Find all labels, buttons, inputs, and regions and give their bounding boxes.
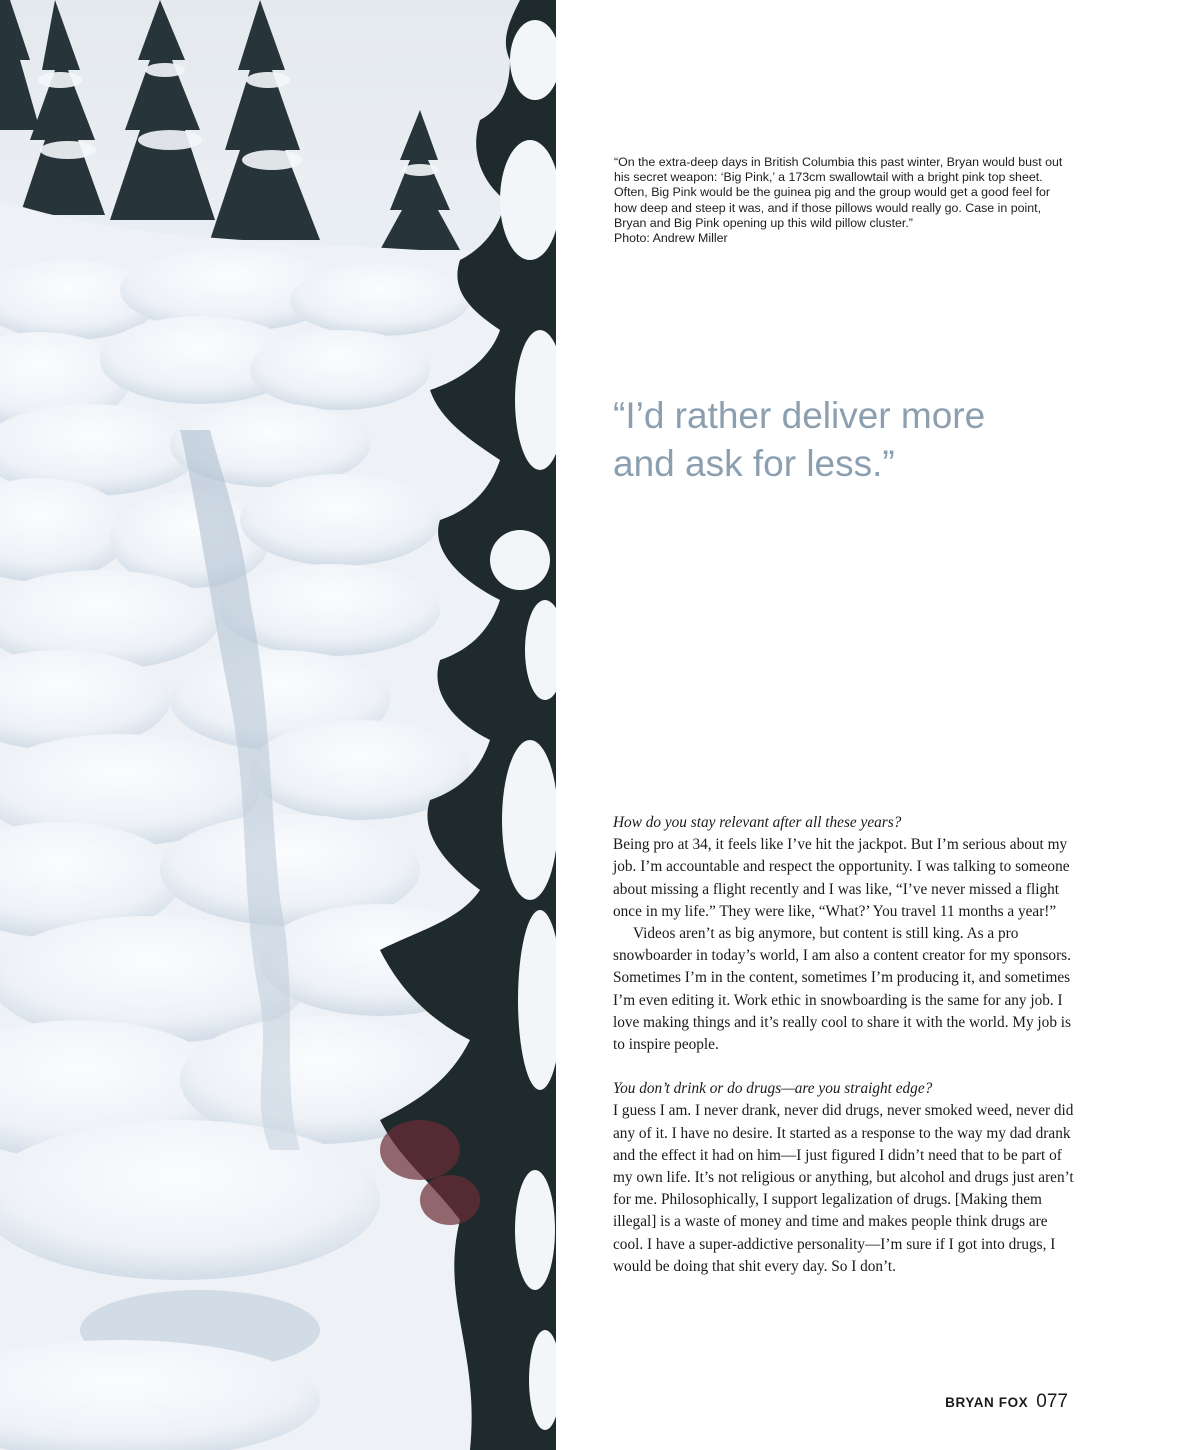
page-folio	[945, 1391, 1068, 1419]
snow-pillow-photo	[0, 0, 556, 1450]
folio-name: BRYAN FOX	[945, 1395, 1029, 1410]
photo-caption	[614, 155, 1074, 246]
page-number: 077	[1036, 1391, 1068, 1412]
interview-text	[613, 812, 1075, 1278]
question-1: How do you stay relevant after all these years?	[613, 814, 902, 831]
question-2: You don’t drink or do drugs—are you straight edge?	[613, 1080, 933, 1098]
answer-2-paragraph-1: I guess I am. I never drank, never did drugs, never smoked weed, never did any of it. I have no desire. It started as a response to the way my dad drank and the effect it had on him—I just figured I didn’t need that to be part of my own life. It’s not religious or anything, but alcohol and drugs just aren’t for me. Philosophically, I support legalization of drugs. [Making them illegal] is a waste of money and time and makes people think drugs are cool. I have a super-addictive personality—I’m sure if I got into drugs, I would be doing that shit every day. So I don’t.	[613, 1102, 1074, 1275]
pull-quote-line-1: “I’d rather deliver more	[613, 395, 986, 436]
answer-1-paragraph-2: Videos aren’t as big anymore, but content is still king. As a pro snowboarder in today’s world, I am also a content creator for my sponsors. Sometimes I’m in the content, sometimes I’m producing it, and sometimes I’m even editing it. Work ethic in snowboarding is the same for any job. I love making things and it’s really cool to share it with the world. My job is to inspire people.	[613, 925, 1071, 1054]
caption-text: “On the extra-deep days in British Columbia this past winter, Bryan would bust out his secret weapon: ‘Big Pink,’ a 173cm swallowtail with a bright pink top sheet. Often, Big Pink would be the guinea pig and the group would get a good feel for how deep and steep it was, and if those pillows would really go. Case in point, Bryan and Big Pink opening up this wild pillow cluster.”	[614, 155, 1063, 230]
answer-1-paragraph-1: Being pro at 34, it feels like I’ve hit the jackpot. But I’m serious about my job. I’m accountable and respect the opportunity. I was talking to someone about missing a flight recently and I was like, “I’ve never missed a flight once in my life.” They were like, “What?’ You travel 11 months a year!”	[613, 836, 1070, 920]
photo-illustration	[0, 0, 556, 1450]
pull-quote	[613, 392, 1083, 488]
paragraph-spacer	[613, 1056, 1075, 1078]
photo-credit: Photo: Andrew Miller	[614, 231, 728, 246]
pull-quote-line-2: and ask for less.”	[613, 443, 895, 484]
